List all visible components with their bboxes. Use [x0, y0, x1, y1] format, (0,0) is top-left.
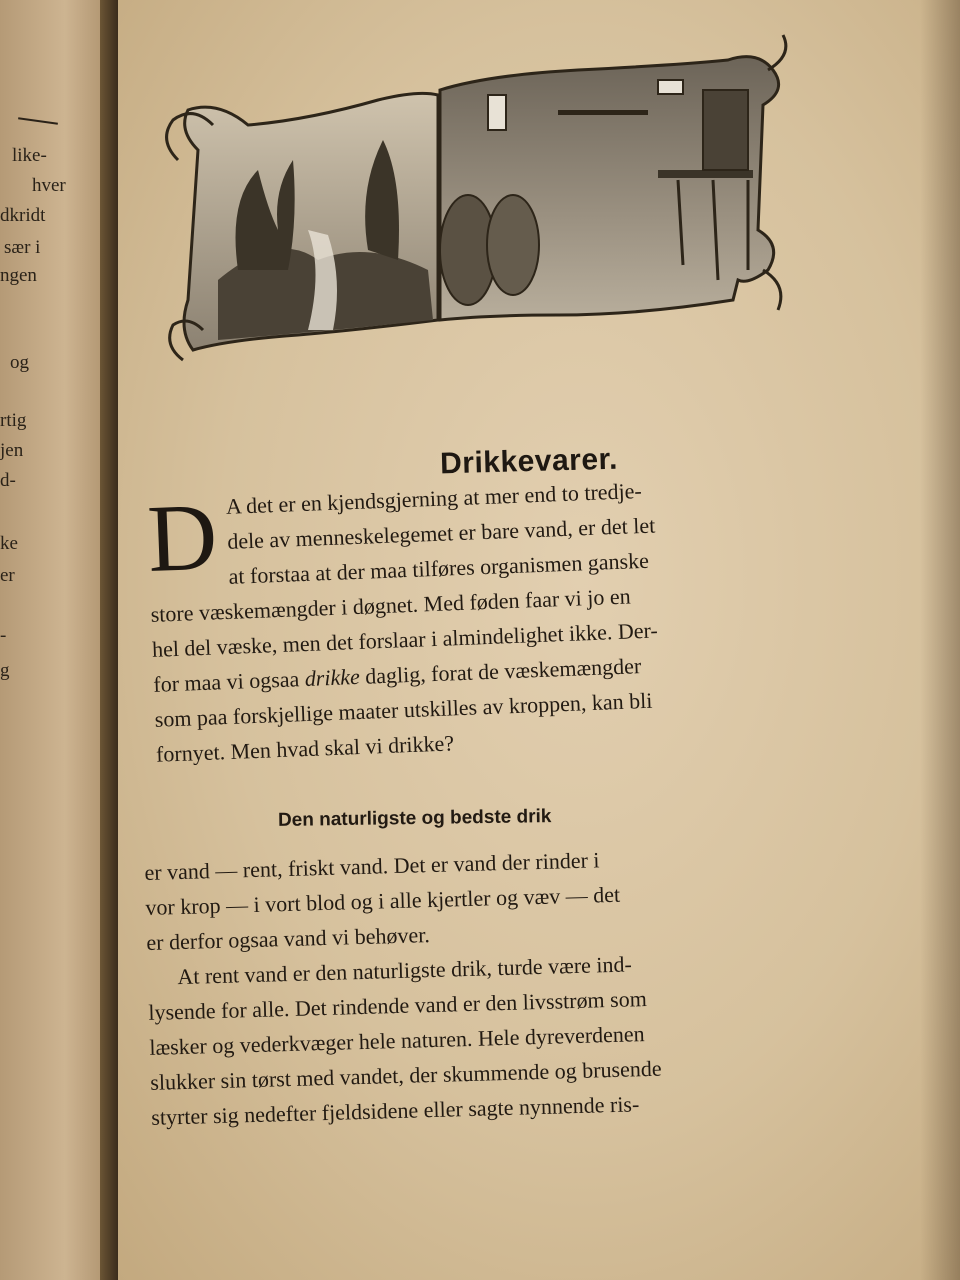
text-segment: daglig, forat de væskemængder [359, 653, 642, 689]
text-line: vor krop — i vort blod og i alle kjertler og væv — det [145, 881, 621, 920]
right-page [118, 0, 960, 1280]
left-fragment: rtig [0, 410, 27, 431]
text-line: lysende for alle. Det rindende vand er den livsstrøm som [148, 986, 648, 1025]
text-line: som paa forskjellige maater utskilles av kroppen, kan bli [154, 687, 653, 732]
header-illustration [158, 30, 798, 370]
left-fragment: ngen [0, 265, 37, 286]
text-line: fornyet. Men hvad skal vi drikke? [155, 730, 455, 767]
text-line: slukker sin tørst med vandet, der skummende og brusende [150, 1055, 662, 1095]
left-fragment: er [0, 565, 15, 586]
body-paragraph [144, 835, 852, 1134]
left-fragment: d- [0, 470, 16, 491]
emphasized-word: drikke [304, 663, 361, 692]
section-subheading: Den naturligste og bedste drik [277, 806, 552, 831]
text-line: hel del væske, men det forslaar i almindelighet ikke. Der- [151, 617, 659, 662]
left-fragment: jen [0, 440, 24, 461]
left-page-rule [18, 117, 58, 125]
text-line: styrter sig nedefter fjeldsidene eller sagte nynnende ris- [150, 1091, 640, 1130]
cellar-cabinet [703, 90, 748, 170]
text-line: store væskemængder i døgnet. Med føden faar vi jo en [150, 583, 632, 627]
text-segment: for maa vi ogsaa [152, 666, 306, 697]
cellar-table [658, 170, 753, 178]
intro-paragraph [146, 466, 846, 772]
left-fragment: like- [12, 145, 47, 166]
left-fragment: g [0, 660, 10, 681]
text-line: er vand — rent, friskt vand. Det er vand der rinder i [144, 847, 600, 885]
text-line: At rent vand er den naturligste drik, turde være ind- [177, 951, 633, 990]
text-line: er derfor ogsaa vand vi behøver. [146, 922, 431, 955]
left-fragment: og [10, 352, 29, 373]
left-fragment: sær i [4, 237, 41, 258]
left-fragment: hver [32, 175, 66, 196]
cellar-window [658, 80, 683, 94]
text-line: læsker og vederkvæger hele naturen. Hele dyreverdenen [149, 1021, 645, 1060]
drop-cap: D [145, 482, 220, 592]
text-line: A det er en kjendsgjerning at mer end to tredje- [225, 477, 643, 519]
bottle-shelf [558, 110, 648, 115]
text-line: at forstaa at der maa tilføres organismen ganske [228, 547, 650, 589]
chapter-title: Drikkevarer. [439, 442, 619, 481]
left-fragment: - [0, 625, 7, 646]
page-edge-shadow [920, 0, 960, 1280]
left-fragment: dkridt [0, 205, 46, 226]
text-line: dele av menneskelegemet er bare vand, er det let [226, 512, 656, 554]
left-fragment: ke [0, 533, 18, 554]
cellar-window [488, 95, 506, 130]
wine-barrel [487, 195, 539, 295]
